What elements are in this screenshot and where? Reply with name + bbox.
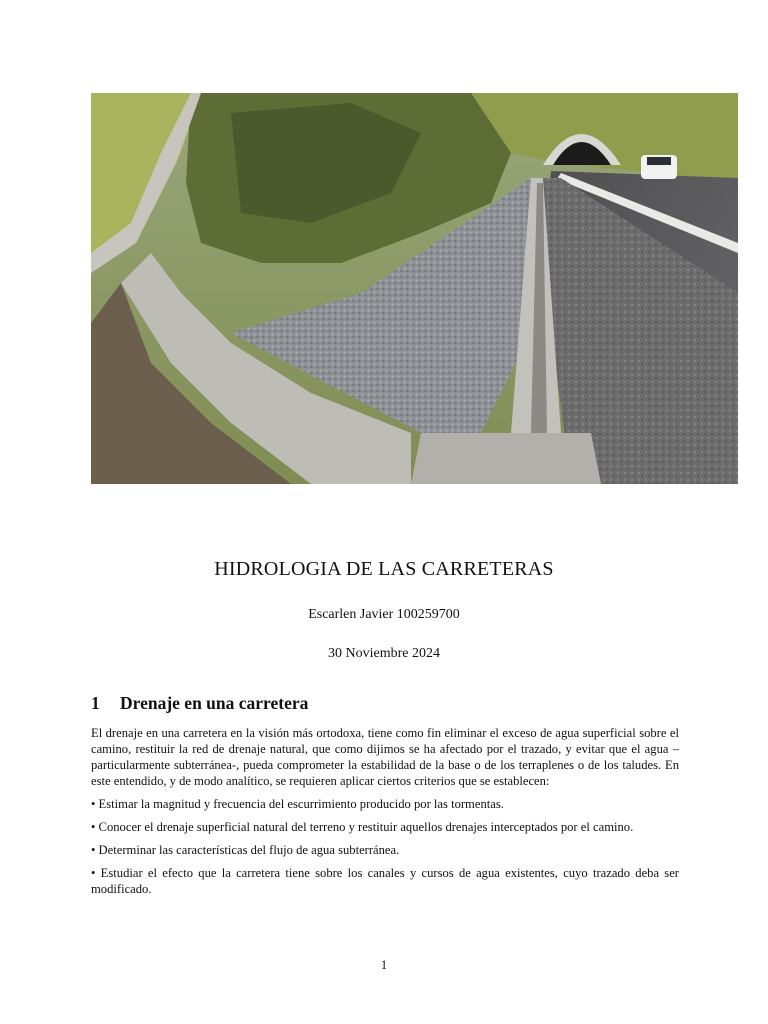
bullet-item: • Determinar las características del flujo de agua subterránea. (91, 843, 400, 857)
document-author: Escarlen Javier 100259700 (308, 607, 460, 622)
road-drainage-photo (91, 93, 738, 484)
car-windshield (647, 157, 671, 165)
concrete-junction (411, 433, 601, 484)
bullet-item: • Estudiar el efecto que la carretera tiene sobre los canales y cursos de agua existentes, cuyo trazado deba ser modificado. (91, 866, 679, 896)
document-date: 30 Noviembre 2024 (328, 646, 440, 661)
section-title: Drenaje en una carretera (120, 693, 309, 713)
document-title: HIDROLOGIA DE LAS CARRETERAS (214, 558, 554, 580)
page-number: 1 (380, 958, 388, 972)
section-heading (91, 693, 308, 714)
bullet-item: • Estimar la magnitud y frecuencia del escurrimiento producido por las tormentas. (91, 797, 504, 811)
section-number: 1 (91, 693, 100, 713)
intro-paragraph: El drenaje en una carretera en la visión más ortodoxa, tiene como fin eliminar el exceso de agua superficial sobre el camino, restituir la red de drenaje natural, que como dijimos se ha afectado por el trazado, y evitar que el agua –particularmente subterránea-, pueda comprometer la estabilidad de la base o de los terraplenes o de los taludes. En este entendido, y de modo analítico, se requieren aplicar ciertos criterios que se establecen: (91, 726, 679, 788)
bullet-item: • Conocer el drenaje superficial natural del terreno y restituir aquellos drenajes interceptados por el camino. (91, 820, 634, 834)
section-body (91, 725, 679, 904)
road-drainage-illustration (91, 93, 738, 484)
